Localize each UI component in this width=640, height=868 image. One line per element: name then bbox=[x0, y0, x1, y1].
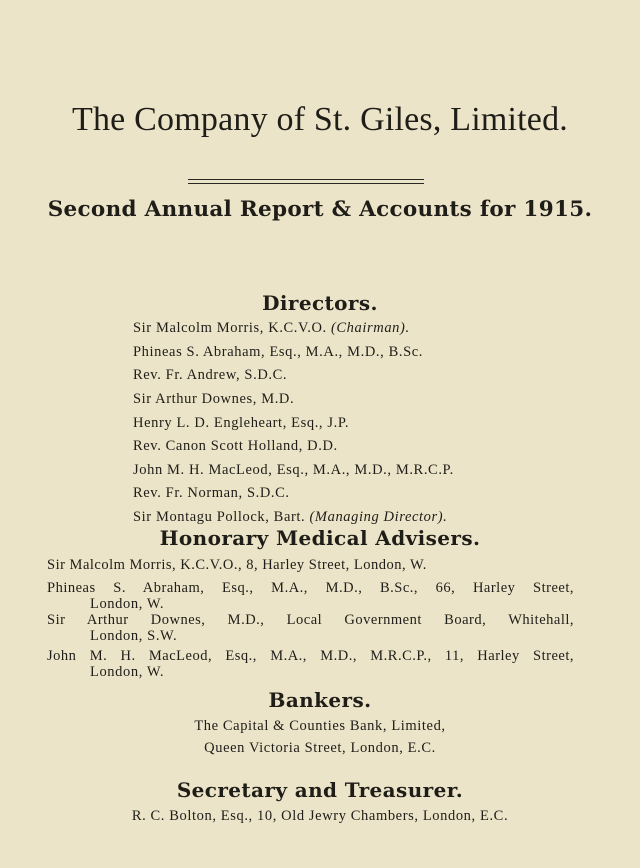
director-item bbox=[133, 320, 410, 337]
report-subtitle: Second Annual Report & Accounts for 1915. bbox=[47, 197, 593, 222]
director-name: Rev. Fr. Norman, S.D.C. bbox=[133, 485, 290, 501]
director-role: (Chairman). bbox=[330, 320, 410, 336]
bankers-line: The Capital & Counties Bank, Limited, bbox=[194, 718, 446, 734]
bottom-rule bbox=[188, 183, 424, 184]
director-item bbox=[133, 391, 294, 408]
director-name: Sir Malcolm Morris, K.C.V.O. bbox=[133, 320, 331, 336]
adviser-entry-continuation: London, S.W. bbox=[90, 628, 178, 644]
director-item bbox=[133, 438, 338, 455]
director-item bbox=[133, 344, 423, 361]
company-title: The Company of St. Giles, Limited. bbox=[72, 101, 568, 138]
secretary-heading: Secretary and Treasurer. bbox=[176, 778, 464, 802]
top-rule bbox=[188, 179, 424, 180]
director-item bbox=[133, 462, 454, 479]
adviser-entry-continuation: London, W. bbox=[90, 596, 165, 612]
director-name: Phineas S. Abraham, Esq., M.A., M.D., B.Sc. bbox=[133, 344, 424, 360]
director-item bbox=[133, 485, 290, 502]
director-name: Henry L. D. Engleheart, Esq., J.P. bbox=[133, 415, 350, 431]
director-name: Sir Arthur Downes, M.D. bbox=[133, 391, 295, 407]
director-name: Rev. Canon Scott Holland, D.D. bbox=[133, 438, 338, 454]
director-name: Sir Montagu Pollock, Bart. bbox=[133, 509, 310, 525]
director-name: Rev. Fr. Andrew, S.D.C. bbox=[133, 367, 288, 383]
bankers-address: Queen Victoria Street, London, E.C. bbox=[204, 740, 436, 756]
bankers-heading: Bankers. bbox=[268, 688, 372, 712]
directors-heading: Directors. bbox=[262, 291, 378, 315]
medical-advisers-heading: Honorary Medical Advisers. bbox=[159, 526, 481, 550]
director-name: John M. H. MacLeod, Esq., M.A., M.D., M.R.C.P. bbox=[133, 462, 454, 478]
adviser-entry-line: John M. H. MacLeod, Esq., M.A., M.D., M.R.C.P., 11, Harley Street, bbox=[47, 648, 574, 664]
secretary-line: R. C. Bolton, Esq., 10, Old Jewry Chambers, London, E.C. bbox=[131, 808, 509, 824]
adviser-entry-line: Sir Arthur Downes, M.D., Local Government Board, Whitehall, bbox=[47, 612, 574, 628]
director-role: (Managing Director). bbox=[309, 509, 448, 525]
director-item bbox=[133, 367, 287, 384]
adviser-entry-continuation: London, W. bbox=[90, 664, 165, 680]
director-item bbox=[133, 509, 447, 526]
adviser-entry-line: Sir Malcolm Morris, K.C.V.O., 8, Harley Street, London, W. bbox=[47, 557, 427, 573]
adviser-entry-line: Phineas S. Abraham, Esq., M.A., M.D., B.Sc., 66, Harley Street, bbox=[47, 580, 574, 596]
director-item bbox=[133, 415, 349, 432]
